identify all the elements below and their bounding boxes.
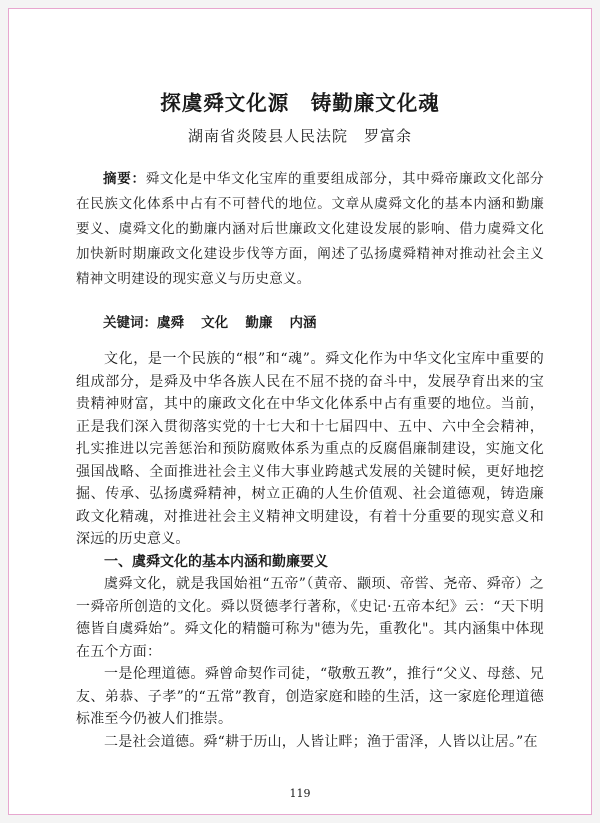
paragraph: 二是社会道德。舜“耕于历山，人皆让畔；渔于雷泽，人皆以让居。”在 — [104, 733, 538, 750]
author-line: 湖南省炎陵县人民法院 罗富余 — [187, 127, 412, 145]
article-body — [76, 348, 544, 753]
section-heading: 一、虞舜文化的基本内涵和勤廉要义 — [104, 553, 328, 570]
paragraph: 文化，是一个民族的“根”和“魂”。舜文化作为中华文化宝库中重要的组成部分，是舜及中华各族人民在不屈不挠的奋斗中，发展孕育出来的宝贵精神财富，其中的廉政文化在中华文化体系中占有重要的地位。当前，正是我们深入贯彻落实党的十七大和十七届四中、五中、六中全会精神，扎实推进以完善惩治和预防腐败体系为重点的反腐倡廉制建设，实施文化强国战略、全面推进社会主义伟大事业跨越式发展的关键时候，更好地挖掘、传承、弘扬虞舜精神，树立正确的人生价值观、社会道德观，铸造廉政文化精魂，对推进社会主义精神文明建设，有着十分重要的现实意义和深远的历史意义。 — [76, 351, 544, 547]
paragraph: 虞舜文化，就是我国始祖“五帝”（黄帝、颛顼、帝喾、尧帝、舜帝）之一舜帝所创造的文化。舜以贤德孝行著称，《史记·五帝本纪》云：“天下明德皆自虞舜始”。舜文化的精髓可称为"德为先，重教化"。其内涵集中体现在五个方面： — [76, 576, 544, 660]
document-page — [8, 8, 592, 815]
keyword: 虞舜 — [157, 315, 184, 331]
page-number: 119 — [289, 787, 311, 800]
abstract — [76, 167, 544, 292]
keywords — [76, 312, 544, 334]
keyword: 内涵 — [289, 315, 317, 331]
paragraph: 一是伦理道德。舜曾命契作司徒，“敬敷五教”，推行“父义、母慈、兄友、弟恭、子孝”的“五常”教育，创造家庭和睦的生活，这一家庭伦理道德标准至今仍被人们推崇。 — [76, 666, 544, 727]
keyword: 文化 — [201, 315, 229, 331]
keywords-label: 关键词： — [103, 315, 157, 331]
abstract-label: 摘要： — [103, 171, 146, 187]
article-title: 探虞舜文化源 铸勤廉文化魂 — [160, 91, 440, 115]
abstract-text: 舜文化是中华文化宝库的重要组成部分，其中舜帝廉政文化部分在民族文化体系中占有不可替代的地位。文章从虞舜文化的基本内涵和勤廉要义、虞舜文化的勤廉内涵对后世廉政文化建设发展的影响、借力虞舜文化加快新时期廉政文化建设步伐等方面，阐述了弘扬虞舜精神对推动社会主义精神文明建设的现实意义与历史意义。 — [76, 171, 544, 287]
keyword: 勤廉 — [245, 315, 273, 331]
